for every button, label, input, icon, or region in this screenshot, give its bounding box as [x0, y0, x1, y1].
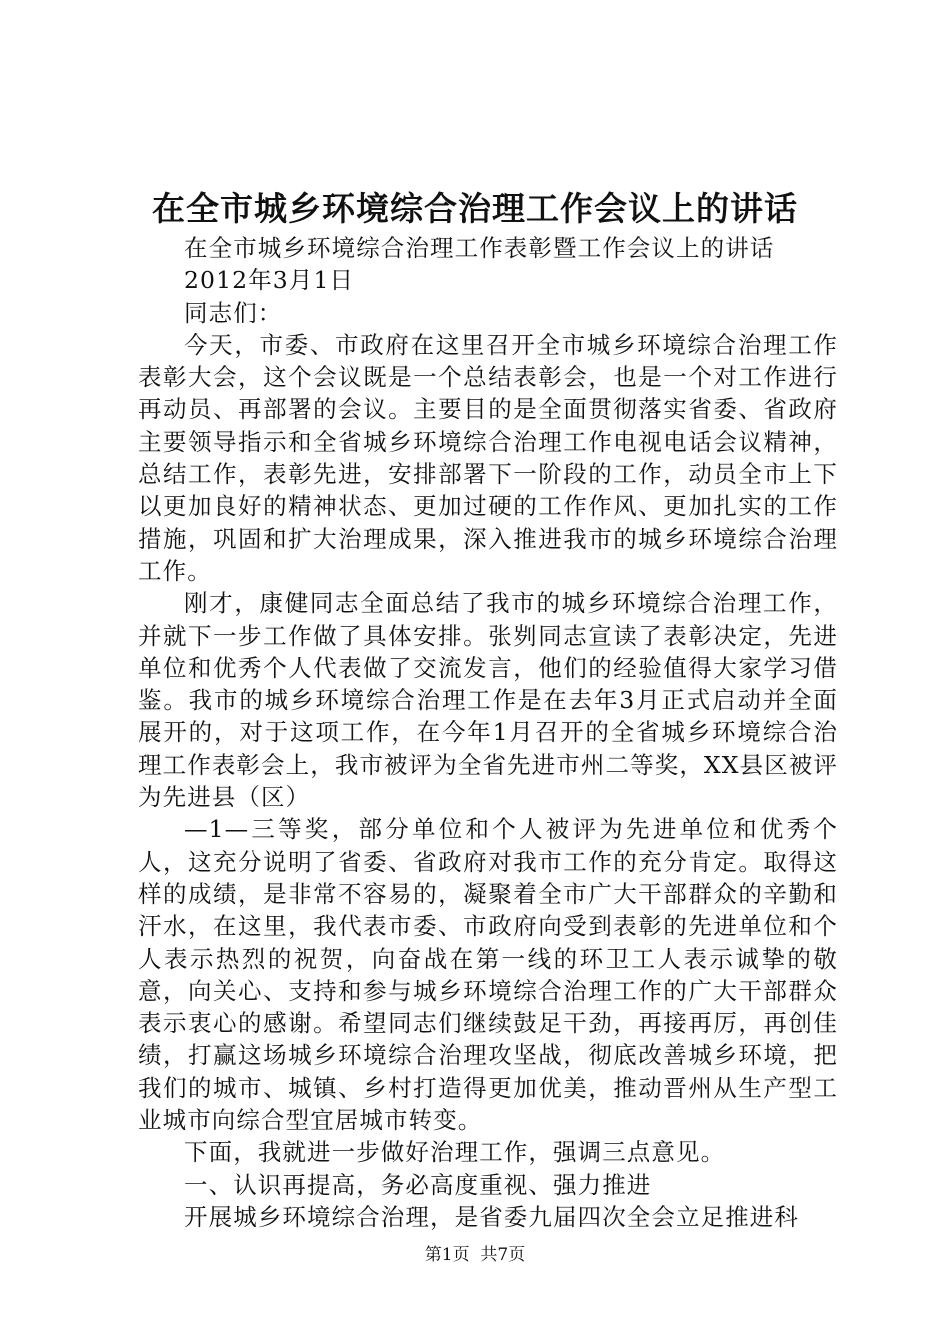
- page-footer: [0, 1243, 950, 1267]
- body-paragraph: 开展城乡环境综合治理，是省委九届四次全会立足推进科: [184, 1202, 799, 1231]
- section-heading: 一、认识再提高，务必高度重视、强力推进: [184, 1170, 652, 1199]
- document-title: 在全市城乡环境综合治理工作会议上的讲话: [152, 189, 798, 228]
- body-paragraph: —1—三等奖，部分单位和个人被评为先进单位和优秀个人，这充分说明了省委、省政府对我市工作的充分肯定。取得这样的成绩，是非常不容易的，凝聚着全市广大干部群众的辛勤和汗水，在这里，我代表市委、市政府向受到表彰的先进单位和个人表示热烈的祝贺，向奋战在第一线的环卫工人表示诚挚的敬意，向关心、支持和参与城乡环境综合治理工作的广大干部群众表示衷心的感谢。希望同志们继续鼓足干劲，再接再厉，再创佳绩，打赢这场城乡环境综合治理攻坚战，彻底改善城乡环境，把我们的城市、城镇、乡村打造得更加优美，推动晋州从生产型工业城市向综合型宜居城市转变。: [138, 815, 838, 1135]
- footer-spacer: [470, 1245, 481, 1265]
- document-body: [138, 232, 838, 1233]
- body-paragraph: 今天，市委、市政府在这里召开全市城乡环境综合治理工作表彰大会，这个会议既是一个总结表彰会，也是一个对工作进行再动员、再部署的会议。主要目的是全面贯彻落实省委、省政府主要领导指示和全省城乡环境综合治理工作电视电话会议精神，总结工作，表彰先进，安排部署下一阶段的工作，动员全市上下以更加良好的精神状态、更加过硬的工作作风、更加扎实的工作措施，巩固和扩大治理成果，深入推进我市的城乡环境综合治理工作。: [138, 330, 838, 585]
- subtitle-paragraph: 在全市城乡环境综合治理工作表彰暨工作会议上的讲话: [184, 234, 775, 262]
- body-paragraph: 下面，我就进一步做好治理工作，强调三点意见。: [184, 1138, 726, 1167]
- total-pages: 共7页: [480, 1245, 526, 1265]
- date-paragraph: 2012年3月1日: [184, 266, 355, 295]
- salutation-paragraph: 同志们：: [184, 298, 283, 327]
- page-number: 第1页: [424, 1245, 470, 1265]
- body-paragraph: 刚才，康健同志全面总结了我市的城乡环境综合治理工作，并就下一步工作做了具体安排。张刿同志宣读了表彰决定，先进单位和优秀个人代表做了交流发言，他们的经验值得大家学习借鉴。我市的城乡环境综合治理工作是在去年3月正式启动并全面展开的，对于这项工作，在今年1月召开的全省城乡环境综合治理工作表彰会上，我市被评为全省先进市州二等奖，XX县区被评为先进县（区）: [138, 589, 838, 812]
